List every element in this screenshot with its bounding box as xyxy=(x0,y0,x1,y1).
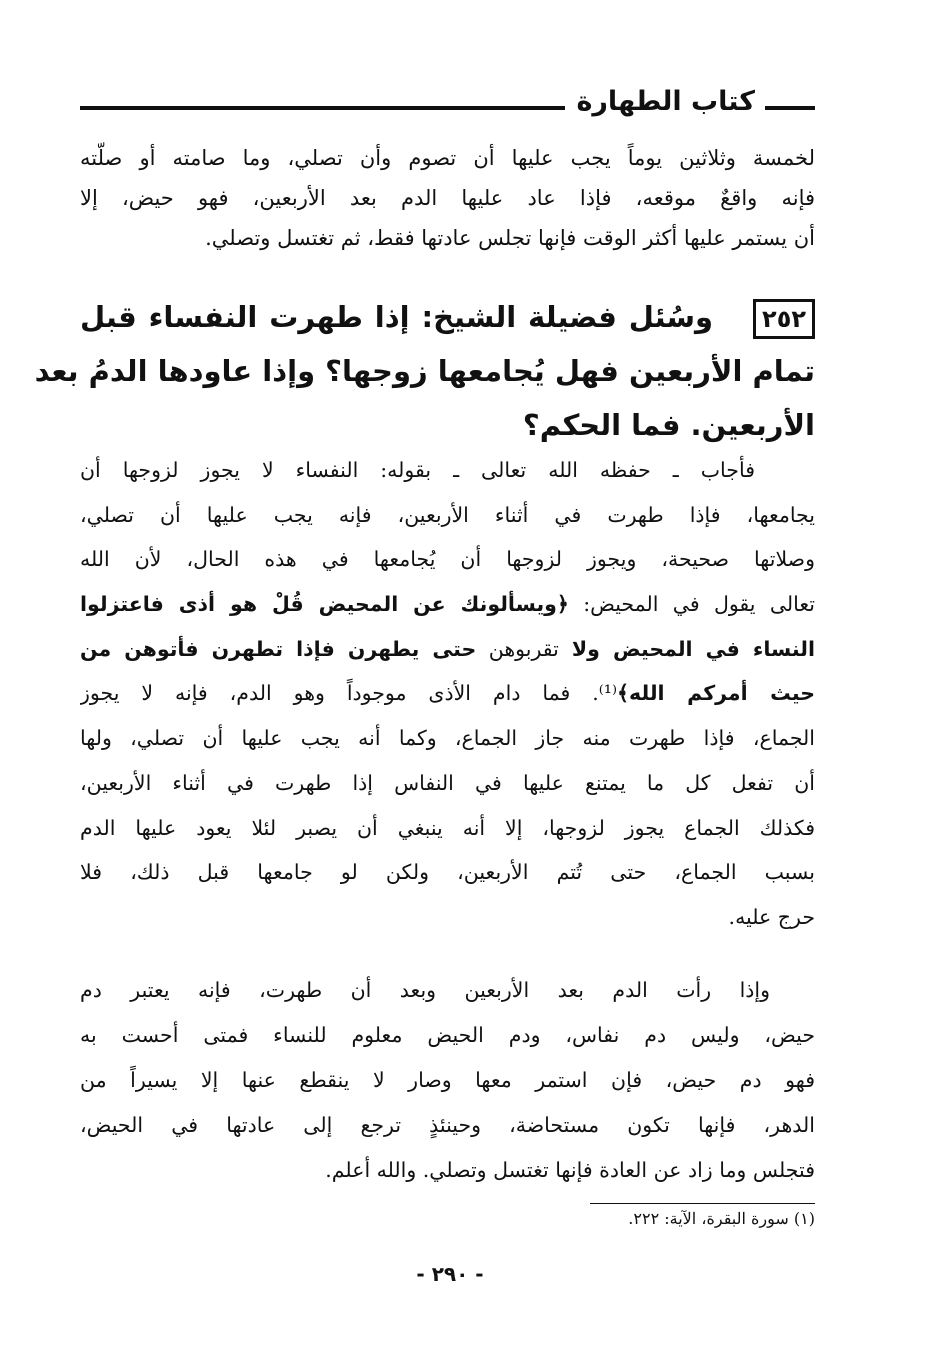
quran-verse-text: النساء في المحيض ولا xyxy=(558,636,815,661)
chapter-title: كتاب الطهارة xyxy=(576,86,755,117)
text-line xyxy=(80,761,815,806)
text-line xyxy=(80,537,815,582)
text-line xyxy=(80,850,815,895)
text-run: فأجاب ـ حفظه الله تعالى ـ بقوله: النفساء لا يجوز لزوجها أن xyxy=(80,458,755,482)
second-paragraph xyxy=(80,968,815,1193)
quran-verse-text: ﴿ويسألونك عن المحيض قُلْ هو أذى فاعتزلوا xyxy=(80,592,569,617)
question-text: وسُئل فضيلة الشيخ: إذا طهرت النفساء قبل xyxy=(80,300,714,334)
text-run: ⁽¹⁾. فما دام الأذى موجوداً وهو الدم، فإنه لا يجوز xyxy=(80,681,618,706)
text-line xyxy=(80,895,815,940)
text-run: تعالى يقول في المحيض: xyxy=(568,592,815,617)
text-run: يجامعها، فإذا طهرت في أثناء الأربعين، فإنه يجب عليها أن تصلي، xyxy=(80,502,815,527)
text-run: بسبب الجماع، حتى تُتم الأربعين، ولكن لو جامعها قبل ذلك، فلا xyxy=(80,860,815,885)
text-line xyxy=(80,582,815,627)
text-line: فإنه واقعٌ موقعه، فإذا عاد عليها الدم بعد الأربعين، فهو حيض، إلا xyxy=(80,186,815,210)
text-line: حيض، وليس دم نفاس، ودم الحيض معلوم للنساء فمتى أحست به xyxy=(80,1023,815,1047)
text-line xyxy=(80,806,815,851)
running-header xyxy=(80,84,815,128)
question-heading xyxy=(34,290,815,452)
header-rule-short xyxy=(765,106,815,110)
intro-paragraph xyxy=(80,138,815,258)
question-line xyxy=(80,290,815,344)
text-line: وإذا رأت الدم بعد الأربعين وبعد أن طهرت، فإنه يعتبر دم xyxy=(80,978,770,1002)
text-line xyxy=(80,493,815,538)
question-number-box: ٢٥٢ xyxy=(753,299,815,339)
answer-paragraph xyxy=(80,448,815,940)
header-rule xyxy=(80,106,565,110)
page-number: - ٢٩٠ - xyxy=(416,1262,484,1286)
text-line: الدهر، فإنها تكون مستحاضة، وحينئذٍ ترجع إلى عادتها في الحيض، xyxy=(80,1113,815,1137)
footnote-rule xyxy=(590,1203,815,1204)
question-line: تمام الأربعين فهل يُجامعها زوجها؟ وإذا عاودها الدمُ بعد xyxy=(34,354,815,388)
question-line: الأربعين. فما الحكم؟ xyxy=(522,408,815,442)
text-run: الجماع، فإذا طهرت منه جاز الجماع، وكما أنه يجب عليها أن تصلي، ولها xyxy=(80,726,815,751)
text-run: وصلاتها صحيحة، ويجوز لزوجها أن يُجامعها في هذه الحال، لأن الله xyxy=(80,547,815,572)
footnote: (١) سورة البقرة، الآية: ٢٢٢. xyxy=(628,1209,815,1228)
text-run: أن تفعل كل ما يمتنع عليها في النفاس إذا طهرت في أثناء الأربعين، xyxy=(80,770,815,795)
text-run: فكذلك الجماع يجوز لزوجها، إلا أنه ينبغي أن يصبر لئلا يعود عليها الدم xyxy=(80,815,815,840)
text-line: لخمسة وثلاثين يوماً يجب عليها أن تصوم وأن تصلي، وما صامته أو صلّته xyxy=(80,146,815,170)
text-run: تقربوهن xyxy=(476,636,559,661)
quran-verse-text: حيث أمركم الله﴾ xyxy=(617,681,815,706)
text-run: حرج عليه. xyxy=(728,904,815,929)
text-line: أن يستمر عليها أكثر الوقت فإنها تجلس عادتها فقط، ثم تغتسل وتصلي. xyxy=(205,226,815,250)
text-line: فهو دم حيض، فإن استمر معها وصار لا ينقطع عنها إلا يسيراً من xyxy=(80,1068,815,1092)
text-line xyxy=(80,448,815,493)
text-line: فتجلس وما زاد عن العادة فإنها تغتسل وتصلي. والله أعلم. xyxy=(325,1158,815,1182)
text-line xyxy=(80,716,815,761)
quran-verse-text: حتى يطهرن فإذا تطهرن فأتوهن من xyxy=(80,636,477,661)
text-line xyxy=(80,671,815,716)
text-line xyxy=(80,627,815,672)
